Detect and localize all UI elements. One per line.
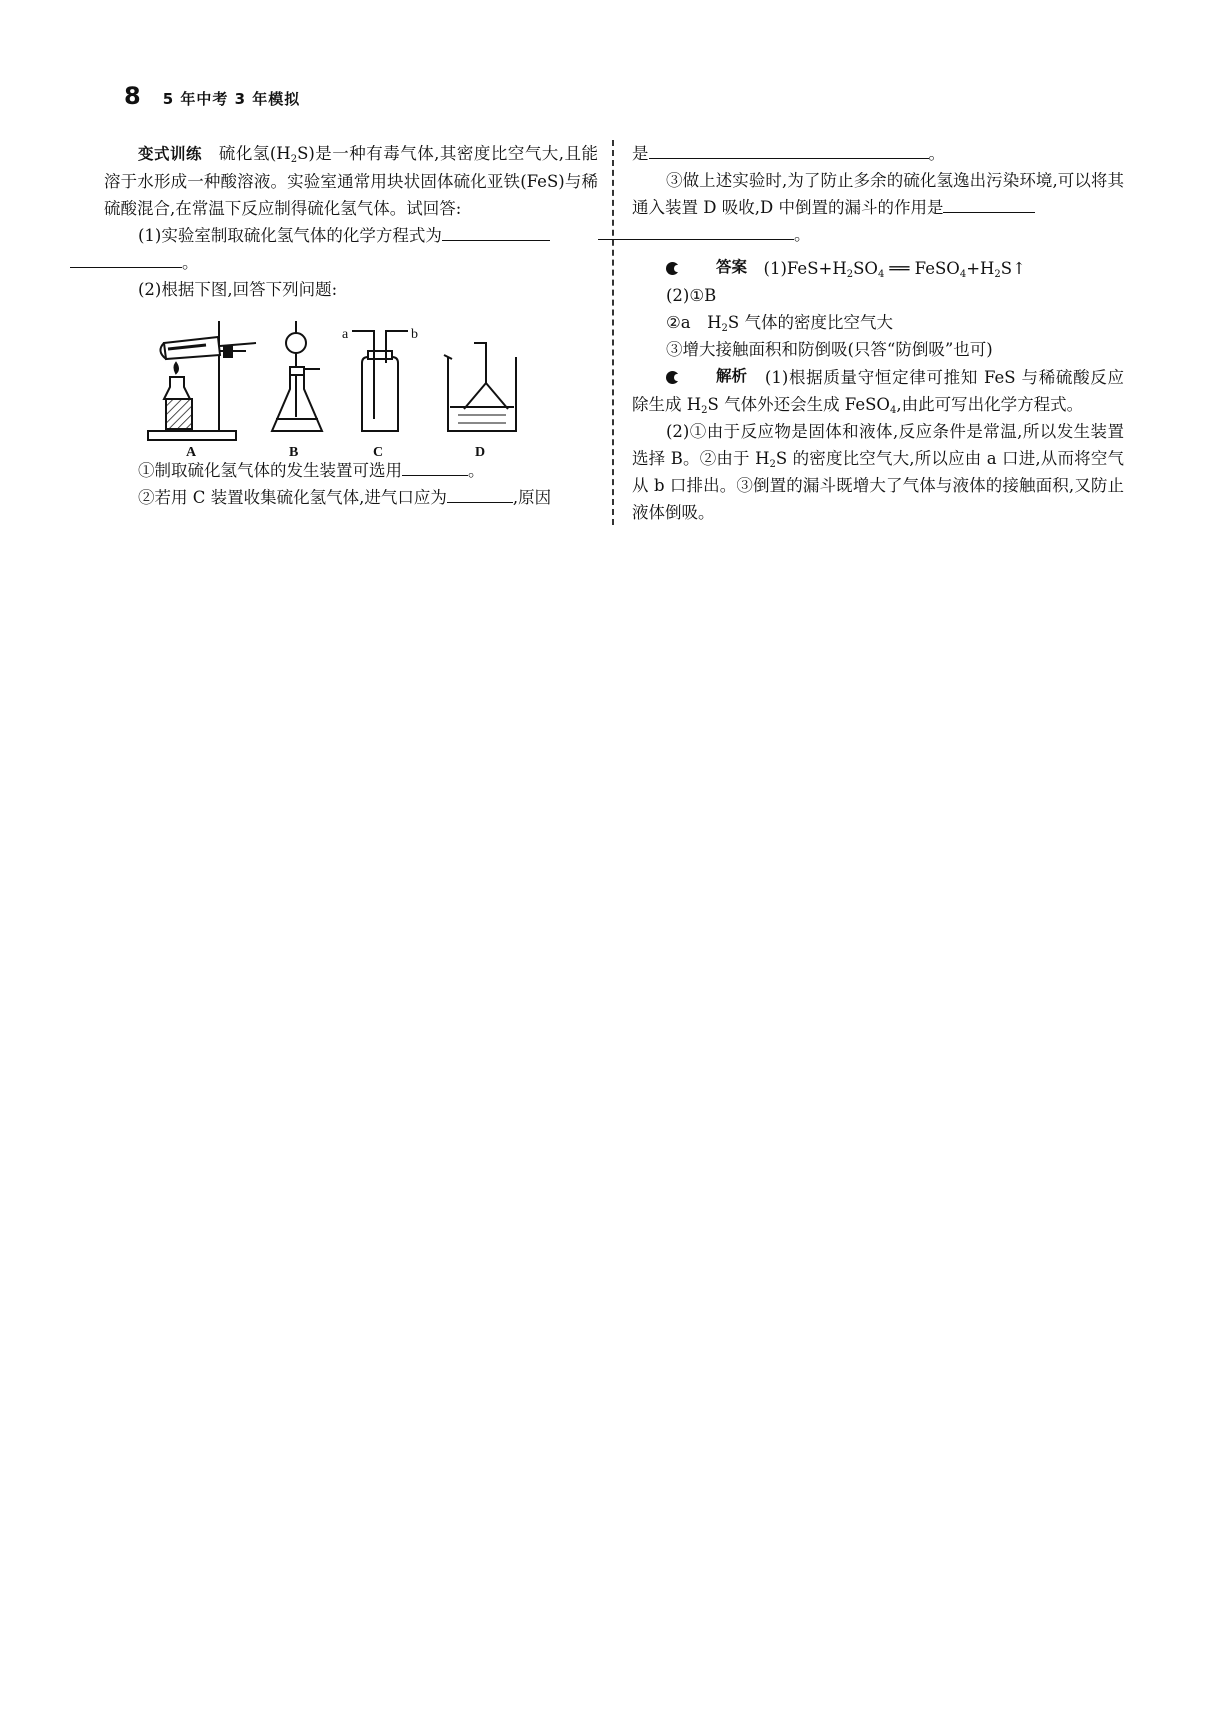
answer-blank[interactable]: [649, 140, 929, 159]
analysis-icon: [666, 371, 679, 384]
apparatus-drawing: [146, 307, 566, 457]
right-column: [632, 140, 1124, 526]
page-number: 8: [124, 82, 141, 110]
analysis-paragraph-2: (2)①由于反应物是固体和液体,反应条件是常温,所以发生装置选择 B。②由于 $H_2S$ 的密度比空气大,所以应由 a 口进,从而将空气从 b 口排出。③倒置的漏斗既增大了气体与液体的接触面积,又防止液体倒吸。: [632, 422, 1124, 522]
book-title: 5 年中考 3 年模拟: [162, 90, 301, 108]
figure-label-c: C: [373, 445, 384, 460]
page-header: [124, 82, 300, 110]
answer-line-1: 答案 $(1)FeS+H_2SO_4$ ══ $FeSO_4+H_2S↑$: [632, 254, 1124, 282]
figure-label-a: A: [186, 445, 197, 460]
answer-line-3: ②a $H_2S$ 气体的密度比空气大: [666, 313, 893, 334]
answer-blank[interactable]: [70, 249, 182, 268]
answer-blank[interactable]: [943, 194, 1035, 213]
question-2-3: ③做上述实验时,为了防止多余的硫化氢逸出污染环境,可以将其通入装置 D 吸收,D 中倒置的漏斗的作用是 。: [632, 167, 1124, 248]
port-label-b: b: [411, 327, 418, 342]
left-column: [104, 140, 598, 511]
question-2-1: ①制取硫化氢气体的发生装置可选用 。: [104, 457, 598, 484]
intro-paragraph: 变式训练 硫化氢$(H_2S)$是一种有毒气体,其密度比空气大,且能溶于水形成一种酸溶液。实验室通常用块状固体硫化亚铁(FeS)与稀硫酸混合,在常温下反应制得硫化氢气体。试回答:: [104, 144, 598, 218]
analysis-paragraph-1: 解析 (1)根据质量守恒定律可推知 FeS 与稀硫酸反应除生成 $H_2S$ 气体外还会生成 FeSO$_4$,由此可写出化学方程式。: [632, 363, 1124, 418]
figure-label-b: B: [289, 445, 299, 460]
answer-line-2: (2)①B: [666, 286, 717, 305]
answer-blank[interactable]: [402, 457, 468, 476]
answer-line-4: ③增大接触面积和防倒吸(只答“防倒吸”也可): [666, 340, 993, 359]
question-1: (1)实验室制取硫化氢气体的化学方程式为 。: [104, 222, 598, 276]
question-2-2: ②若用 C 装置收集硫化氢气体,进气口应为 ,原因: [104, 484, 598, 511]
analysis-tag: 解析: [666, 363, 747, 390]
question-2: (2)根据下图,回答下列问题:: [138, 280, 338, 299]
question-2-2-continued: 是 。: [632, 140, 1124, 167]
column-divider: [612, 140, 614, 525]
answer-icon: [666, 262, 679, 275]
answer-blank[interactable]: [447, 484, 513, 503]
intro-label: 变式训练: [138, 145, 202, 163]
answer-blank[interactable]: [598, 221, 794, 240]
port-label-a: a: [342, 327, 349, 342]
answer-blank[interactable]: [442, 222, 550, 241]
answer-tag: 答案: [666, 254, 747, 281]
figure-label-d: D: [475, 445, 486, 460]
apparatus-figure: [146, 307, 566, 460]
